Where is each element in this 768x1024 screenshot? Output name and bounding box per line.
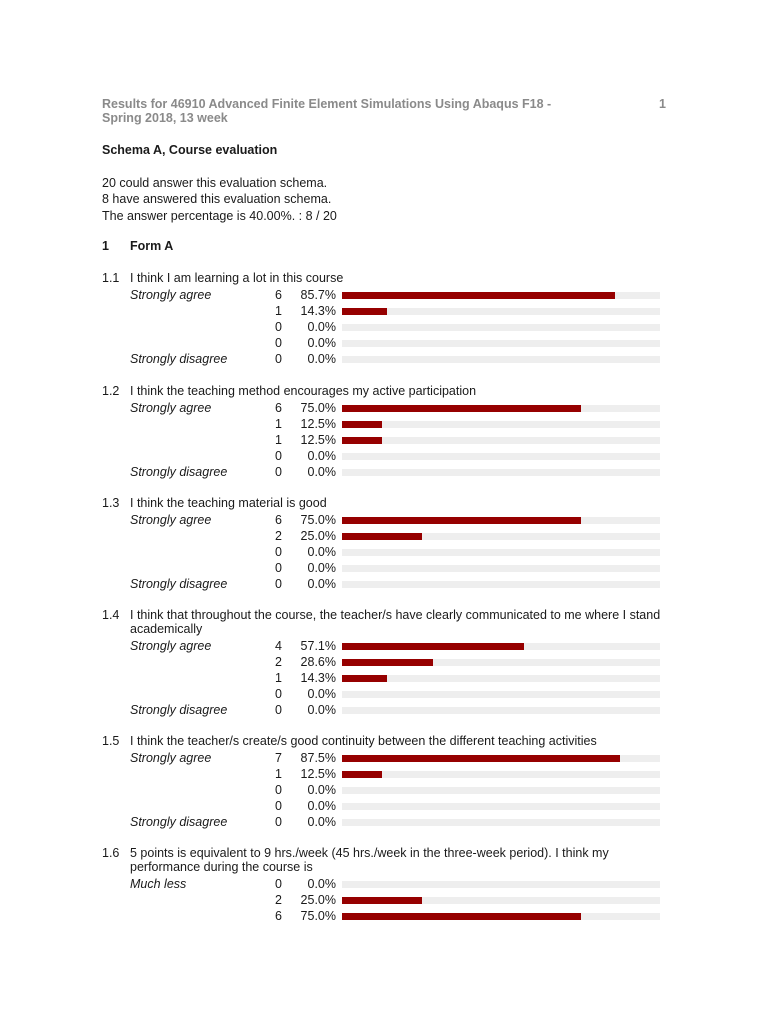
result-bar-fill xyxy=(342,643,524,650)
result-bar-fill xyxy=(342,533,422,540)
answer-row xyxy=(102,303,672,319)
answer-count: 0 xyxy=(275,815,282,830)
answer-percent: 0.0% xyxy=(307,687,336,702)
question-1-3 xyxy=(102,496,672,592)
question-number: 1.3 xyxy=(102,496,120,510)
answer-row xyxy=(102,654,672,670)
answer-count: 0 xyxy=(275,352,282,367)
result-bar-track xyxy=(342,913,660,920)
answer-percent: 87.5% xyxy=(300,751,336,766)
header-title-line2: Spring 2018, 13 week xyxy=(102,111,228,125)
scale-label: Strongly agree xyxy=(130,639,212,654)
question-text: I think I am learning a lot in this course xyxy=(130,271,344,285)
scale-label: Strongly disagree xyxy=(130,815,228,830)
question-number: 1.6 xyxy=(102,846,120,860)
answer-row xyxy=(102,798,672,814)
answer-row xyxy=(102,638,672,654)
result-bar-fill xyxy=(342,421,382,428)
result-bar-track xyxy=(342,707,660,714)
result-bar-track xyxy=(342,803,660,810)
answer-percent: 14.3% xyxy=(300,304,336,319)
answer-count: 0 xyxy=(275,799,282,814)
question-number: 1.4 xyxy=(102,608,120,622)
result-bar-fill xyxy=(342,755,620,762)
answer-count: 1 xyxy=(275,671,282,686)
answer-rows xyxy=(102,750,672,830)
question-text: I think that throughout the course, the teacher/s have clearly communicated to me where I stand academically xyxy=(130,608,661,636)
section-title xyxy=(102,239,173,253)
result-bar-track xyxy=(342,292,660,299)
answer-row xyxy=(102,528,672,544)
question-1-5 xyxy=(102,734,672,830)
scale-label: Strongly disagree xyxy=(130,577,228,592)
scale-label: Strongly agree xyxy=(130,513,212,528)
answer-count: 6 xyxy=(275,909,282,924)
answer-percent: 0.0% xyxy=(307,703,336,718)
answer-percent: 75.0% xyxy=(300,909,336,924)
answer-count: 0 xyxy=(275,545,282,560)
result-bar-fill xyxy=(342,292,615,299)
answer-percent: 25.0% xyxy=(300,893,336,908)
question-1-2 xyxy=(102,384,672,480)
answer-percent: 75.0% xyxy=(300,401,336,416)
answer-percent: 0.0% xyxy=(307,352,336,367)
answer-row xyxy=(102,686,672,702)
question-text: 5 points is equivalent to 9 hrs./week (45 hrs./week in the three-week period). I think my performance during the course is xyxy=(130,846,609,874)
result-bar-track xyxy=(342,771,660,778)
answer-percent: 25.0% xyxy=(300,529,336,544)
scale-label: Strongly disagree xyxy=(130,352,228,367)
answer-row xyxy=(102,464,672,480)
page-number: 1 xyxy=(659,97,666,111)
result-bar-track xyxy=(342,533,660,540)
result-bar-fill xyxy=(342,675,387,682)
answer-count: 1 xyxy=(275,433,282,448)
result-bar-fill xyxy=(342,437,382,444)
answer-count: 0 xyxy=(275,465,282,480)
answer-percent: 0.0% xyxy=(307,799,336,814)
answer-row xyxy=(102,560,672,576)
answer-count: 6 xyxy=(275,401,282,416)
answer-percent: 0.0% xyxy=(307,783,336,798)
question-1-6 xyxy=(102,846,672,924)
answer-percent: 0.0% xyxy=(307,815,336,830)
summary-line-percentage: The answer percentage is 40.00%. : 8 / 20 xyxy=(102,208,337,223)
answer-row xyxy=(102,512,672,528)
answer-count: 0 xyxy=(275,336,282,351)
question-1-4 xyxy=(102,608,672,718)
answer-count: 0 xyxy=(275,687,282,702)
scale-label: Strongly agree xyxy=(130,401,212,416)
answer-percent: 12.5% xyxy=(300,767,336,782)
question-number: 1.1 xyxy=(102,271,120,285)
answer-row xyxy=(102,287,672,303)
result-bar-track xyxy=(342,675,660,682)
answer-row xyxy=(102,750,672,766)
question-number: 1.2 xyxy=(102,384,120,398)
question-number: 1.5 xyxy=(102,734,120,748)
question-heading xyxy=(102,271,672,285)
result-bar-track xyxy=(342,897,660,904)
answer-count: 6 xyxy=(275,513,282,528)
answer-count: 7 xyxy=(275,751,282,766)
answer-row xyxy=(102,766,672,782)
answer-row xyxy=(102,908,672,924)
answer-percent: 0.0% xyxy=(307,336,336,351)
answer-count: 2 xyxy=(275,529,282,544)
scale-label: Strongly disagree xyxy=(130,465,228,480)
answer-count: 1 xyxy=(275,767,282,782)
answer-rows xyxy=(102,287,672,367)
result-bar-track xyxy=(342,659,660,666)
question-heading xyxy=(102,608,672,636)
question-text: I think the teaching method encourages my active participation xyxy=(130,384,477,398)
answer-row xyxy=(102,576,672,592)
question-heading xyxy=(102,384,672,398)
result-bar-fill xyxy=(342,771,382,778)
answer-row xyxy=(102,544,672,560)
question-1-1 xyxy=(102,271,672,367)
answer-row xyxy=(102,400,672,416)
result-bar-fill xyxy=(342,913,581,920)
answer-count: 0 xyxy=(275,577,282,592)
answer-percent: 0.0% xyxy=(307,545,336,560)
result-bar-track xyxy=(342,517,660,524)
answer-percent: 0.0% xyxy=(307,465,336,480)
answer-percent: 14.3% xyxy=(300,671,336,686)
answer-percent: 0.0% xyxy=(307,577,336,592)
result-bar-track xyxy=(342,881,660,888)
scale-label: Much less xyxy=(130,877,187,892)
result-bar-fill xyxy=(342,517,581,524)
answer-row xyxy=(102,351,672,367)
answer-count: 1 xyxy=(275,304,282,319)
result-bar-track xyxy=(342,581,660,588)
summary-line-eligible: 20 could answer this evaluation schema. xyxy=(102,176,328,190)
page-header xyxy=(102,97,666,125)
result-bar-track xyxy=(342,356,660,363)
result-bar-track xyxy=(342,755,660,762)
result-bar-track xyxy=(342,340,660,347)
result-bar-fill xyxy=(342,659,433,666)
answer-row xyxy=(102,702,672,718)
answer-rows xyxy=(102,876,672,924)
scale-label: Strongly agree xyxy=(130,751,212,766)
answer-count: 0 xyxy=(275,561,282,576)
answer-count: 0 xyxy=(275,703,282,718)
answer-count: 6 xyxy=(275,288,282,303)
result-bar-track xyxy=(342,469,660,476)
answer-count: 0 xyxy=(275,449,282,464)
answer-row xyxy=(102,432,672,448)
schema-title: Schema A, Course evaluation xyxy=(102,143,278,157)
result-bar-track xyxy=(342,691,660,698)
answer-percent: 28.6% xyxy=(300,655,336,670)
answer-count: 0 xyxy=(275,783,282,798)
answer-percent: 12.5% xyxy=(300,433,336,448)
answer-count: 0 xyxy=(275,877,282,892)
question-heading xyxy=(102,846,672,874)
answer-row xyxy=(102,892,672,908)
answer-count: 2 xyxy=(275,893,282,908)
question-text: I think the teaching material is good xyxy=(130,496,327,510)
result-bar-track xyxy=(342,437,660,444)
answer-count: 4 xyxy=(275,639,282,654)
response-summary xyxy=(102,175,337,224)
answer-row xyxy=(102,448,672,464)
question-heading xyxy=(102,734,672,748)
answer-percent: 0.0% xyxy=(307,449,336,464)
result-bar-track xyxy=(342,787,660,794)
answer-row xyxy=(102,782,672,798)
answer-count: 1 xyxy=(275,417,282,432)
answer-count: 0 xyxy=(275,320,282,335)
answer-rows xyxy=(102,638,672,718)
result-bar-track xyxy=(342,565,660,572)
answer-row xyxy=(102,876,672,892)
question-heading xyxy=(102,496,672,510)
answer-percent: 85.7% xyxy=(300,288,336,303)
answer-row xyxy=(102,814,672,830)
answer-row xyxy=(102,670,672,686)
result-bar-track xyxy=(342,549,660,556)
header-title-line1: Results for 46910 Advanced Finite Element Simulations Using Abaqus F18 - xyxy=(102,97,552,111)
scale-label: Strongly disagree xyxy=(130,703,228,718)
result-bar-track xyxy=(342,819,660,826)
answer-count: 2 xyxy=(275,655,282,670)
answer-percent: 0.0% xyxy=(307,561,336,576)
result-bar-track xyxy=(342,405,660,412)
result-bar-fill xyxy=(342,897,422,904)
answer-percent: 12.5% xyxy=(300,417,336,432)
summary-line-answered: 8 have answered this evaluation schema. xyxy=(102,192,332,207)
scale-label: Strongly agree xyxy=(130,288,212,303)
question-text: I think the teacher/s create/s good continuity between the different teaching activities xyxy=(130,734,597,748)
answer-row xyxy=(102,335,672,351)
result-bar-track xyxy=(342,308,660,315)
result-bar-fill xyxy=(342,405,581,412)
section-number: 1 xyxy=(102,239,109,253)
result-bar-track xyxy=(342,421,660,428)
answer-percent: 75.0% xyxy=(300,513,336,528)
answer-row xyxy=(102,416,672,432)
answer-rows xyxy=(102,512,672,592)
answer-rows xyxy=(102,400,672,480)
result-bar-track xyxy=(342,453,660,460)
result-bar-track xyxy=(342,324,660,331)
section-name: Form A xyxy=(130,239,174,253)
answer-percent: 0.0% xyxy=(307,320,336,335)
answer-percent: 0.0% xyxy=(307,877,336,892)
result-bar-track xyxy=(342,643,660,650)
answer-percent: 57.1% xyxy=(300,639,336,654)
answer-row xyxy=(102,319,672,335)
result-bar-fill xyxy=(342,308,387,315)
